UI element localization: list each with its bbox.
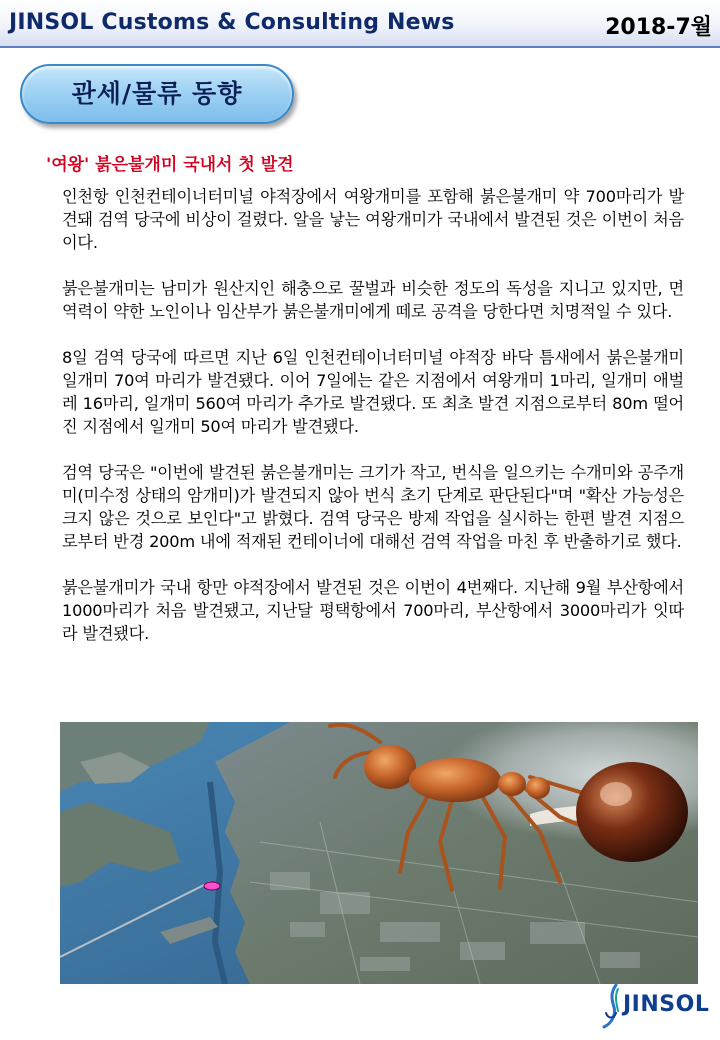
section-badge (20, 64, 294, 124)
article-paragraph: 붉은불개미는 남미가 원산지인 해충으로 꿀벌과 비슷한 정도의 독성을 지니고 있지만, 면역력이 약한 노인이나 임산부가 붉은불개미에게 떼로 공격을 당한다면 치명적일 수 있다. (62, 279, 684, 321)
article-paragraph: 붉은불개미가 국내 항만 야적장에서 발견된 것은 이번이 4번째다. 지난해 9월 부산항에서 1000마리가 처음 발견됐고, 지난달 평택항에서 700마리, 부산항에서 3000마리가 잇따라 발견됐다. (62, 578, 684, 643)
article-photo (60, 722, 698, 984)
section-label: 관세/물류 동향 (71, 79, 243, 108)
newsletter-title: JINSOL Customs & Consulting News (9, 10, 455, 35)
page-header (0, 0, 720, 46)
jinsol-logo-mark-icon (600, 983, 624, 1029)
article-paragraph: 인천항 인천컨테이너터미널 야적장에서 여왕개미를 포함해 붉은불개미 약 700마리가 발견돼 검역 당국에 비상이 걸렸다. 알을 낳는 여왕개미가 국내에서 발견된 것은 이번이 처음이다. (62, 187, 684, 252)
article-paragraph: 8일 검역 당국에 따르면 지난 6일 인천컨테이너터미널 야적장 바닥 틈새에서 붉은불개미 일개미 70여 마리가 발견됐다. 이어 7일에는 같은 지점에서 여왕개미 1마리, 일개미 애벌레 16마리, 일개미 560여 마리가 추가로 발견됐다. 또 최초 발견 지점으로부터 80m 떨어진 지점에서 일개미 50여 마리가 발견됐다. (62, 348, 684, 436)
article-body (62, 185, 684, 668)
location-marker-icon (204, 882, 220, 890)
jinsol-logo (600, 983, 714, 1031)
article-headline: '여왕' 붉은불개미 국내서 첫 발견 (46, 155, 294, 175)
aerial-map-with-fire-ant-image (60, 722, 698, 984)
issue-date: 2018-7월 (605, 15, 712, 40)
article-paragraph: 검역 당국은 "이번에 발견된 붉은불개미는 크기가 작고, 번식을 일으키는 수개미와 공주개미(미수정 상태의 암개미)가 발견되지 않아 번식 초기 단계로 판단된다"며 "확산 가능성은 크지 않은 것으로 보인다"고 밝혔다. 검역 당국은 방제 작업을 실시하는 한편 발견 지점으로부터 반경 200m 내에 적재된 컨테이너에 대해선 검역 작업을 마친 후 반출하기로 했다. (62, 463, 684, 551)
logo-wordmark: JINSOL (623, 992, 710, 1017)
header-divider (0, 46, 720, 48)
